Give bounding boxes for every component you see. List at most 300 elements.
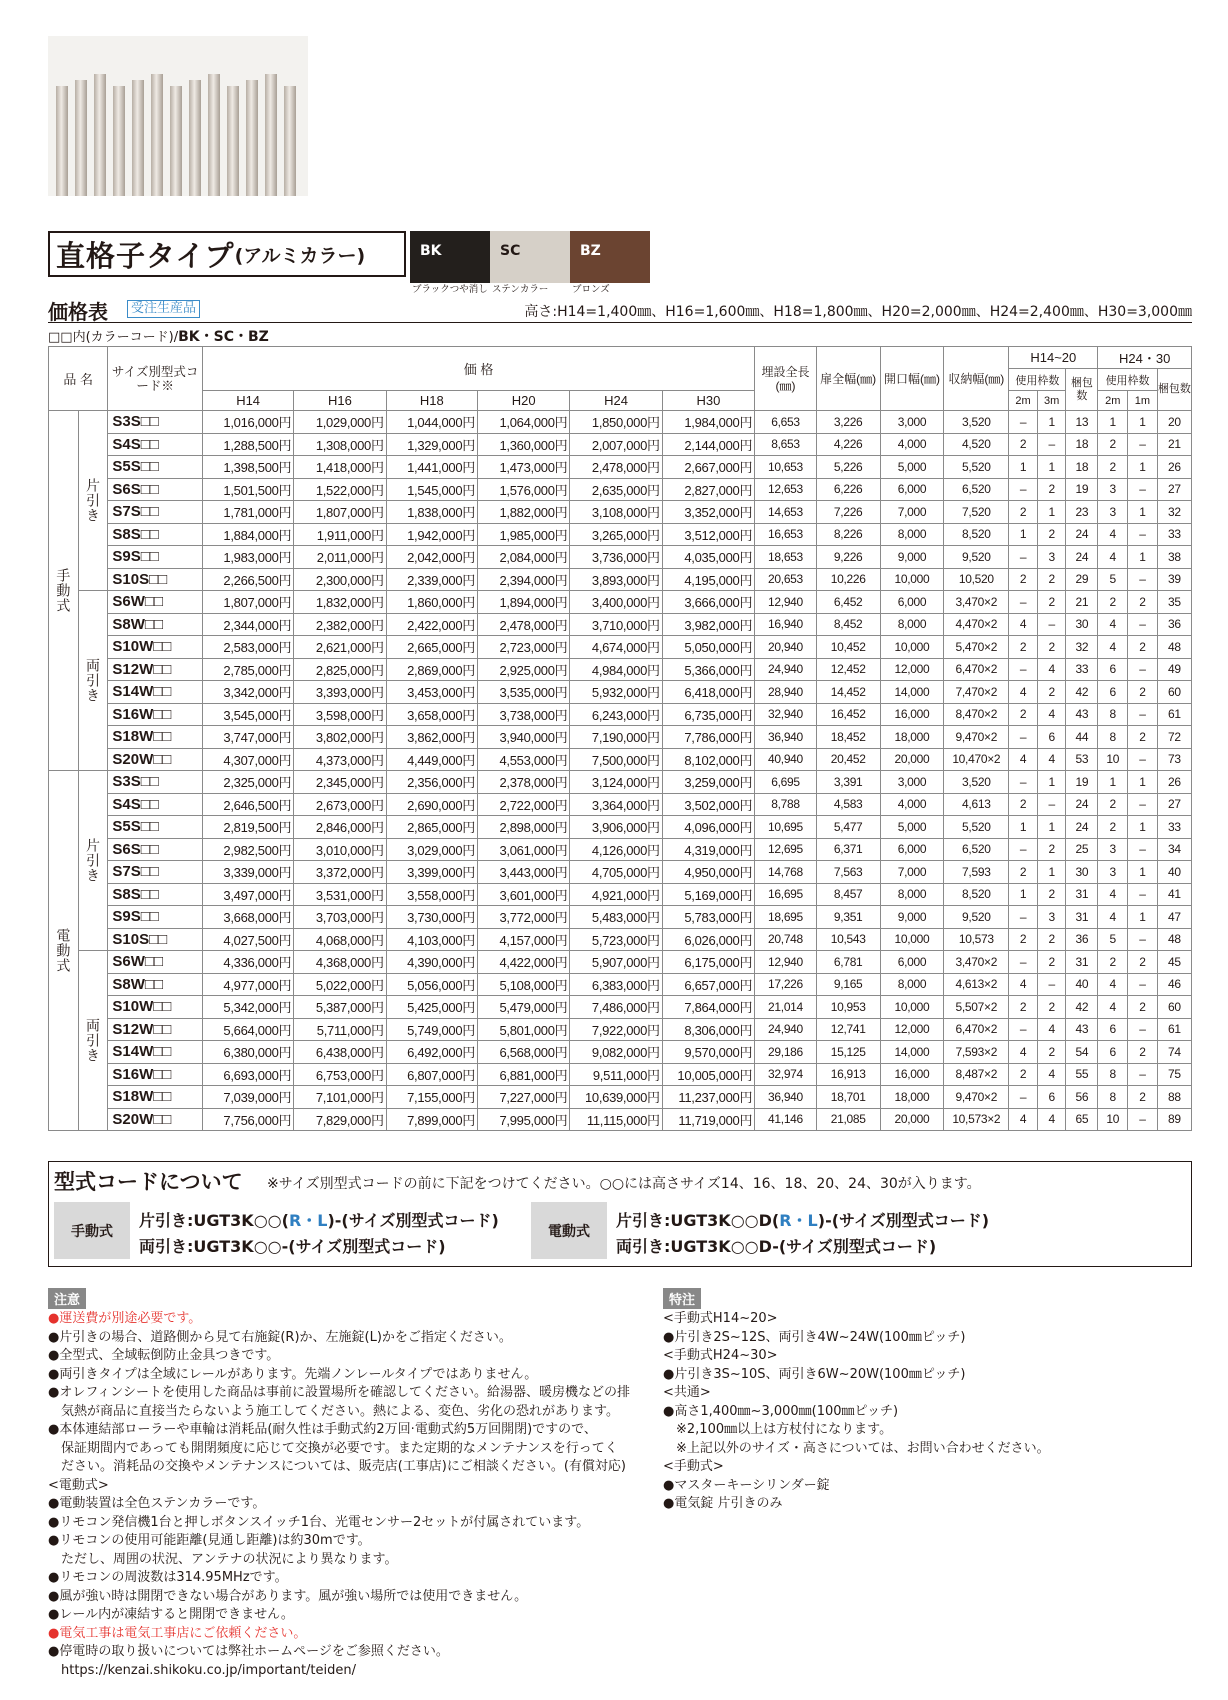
price-cell: 3,893,000円 (570, 568, 662, 591)
spec-cell: 8,226 (816, 523, 880, 546)
spec-cell: 1 (1009, 523, 1038, 546)
page-subtitle: (アルミカラー) (234, 244, 366, 267)
table-row (49, 1108, 1192, 1131)
spec-cell: 3 (1037, 906, 1066, 929)
spec-cell: – (1009, 478, 1038, 501)
price-cell: 3,658,000円 (386, 703, 477, 726)
size-code-cell: S3S□□ (108, 411, 203, 434)
price-cell: 2,422,000円 (386, 613, 477, 636)
subgroup-label: 片引き (78, 771, 108, 951)
spec-cell: 48 (1157, 636, 1191, 659)
spec-cell: 6,000 (880, 478, 944, 501)
size-code-cell: S16W□□ (108, 703, 203, 726)
price-cell: 5,801,000円 (477, 1018, 569, 1041)
spec-cell: 8 (1098, 1086, 1128, 1109)
spec-cell: 2 (1128, 1041, 1158, 1064)
price-cell: 2,344,000円 (202, 613, 293, 636)
spec-cell: 1 (1009, 883, 1038, 906)
price-cell: 2,690,000円 (386, 793, 477, 816)
spec-cell: 3 (1098, 478, 1128, 501)
spec-cell: 5,507×2 (944, 996, 1009, 1019)
spec-cell: 12,653 (755, 478, 817, 501)
spec-cell: 1 (1098, 411, 1128, 434)
spec-cell: 9,470×2 (944, 726, 1009, 749)
spec-cell: 9,000 (880, 906, 944, 929)
price-cell: 6,881,000円 (477, 1063, 569, 1086)
fence-slat-image (75, 80, 87, 196)
table-row (49, 568, 1192, 591)
price-cell: 4,027,500円 (202, 928, 293, 951)
price-cell: 1,576,000円 (477, 478, 569, 501)
price-cell: 2,673,000円 (294, 793, 386, 816)
spec-cell: 4,520 (944, 433, 1009, 456)
header-opening-width: 開口幅(㎜) (880, 347, 944, 411)
spec-cell: 3 (1098, 838, 1128, 861)
spec-cell: 10,452 (816, 636, 880, 659)
spec-cell: 2 (1098, 591, 1128, 614)
spec-cell: 4,000 (880, 433, 944, 456)
spec-cell: 12,000 (880, 658, 944, 681)
spec-cell: 7,593×2 (944, 1041, 1009, 1064)
price-cell: 4,319,000円 (662, 838, 754, 861)
spec-cell: 2 (1009, 793, 1038, 816)
table-row (49, 546, 1192, 569)
header-packages-2: 梱包数 (1157, 369, 1191, 411)
price-cell: 4,307,000円 (202, 748, 293, 771)
spec-cell: 4,613 (944, 793, 1009, 816)
special-item: <共通> (663, 1385, 711, 1400)
spec-cell: 2 (1128, 591, 1158, 614)
spec-cell: 24 (1066, 793, 1098, 816)
price-cell: 2,011,000円 (294, 546, 386, 569)
spec-cell: 3,520 (944, 771, 1009, 794)
spec-cell: 33 (1066, 658, 1098, 681)
price-cell: 7,486,000円 (570, 996, 662, 1019)
price-cell: 6,175,000円 (662, 951, 754, 974)
spec-cell: – (1009, 658, 1038, 681)
spec-cell: 2 (1037, 681, 1066, 704)
price-cell: 7,829,000円 (294, 1108, 386, 1131)
table-row (49, 928, 1192, 951)
spec-cell: 5,226 (816, 456, 880, 479)
spec-cell: 18,695 (755, 906, 817, 929)
electric-single-code: 片引き:UGT3K○○D(R・L)-(サイズ別型式コード) (616, 1211, 990, 1230)
price-cell: 1,983,000円 (202, 546, 293, 569)
spec-cell: 10,573 (944, 928, 1009, 951)
spec-cell: 4,226 (816, 433, 880, 456)
color-code-values: BK・SC・BZ (178, 329, 269, 345)
caution-item: ●オレフィンシートを使用した商品は事前に設置場所を確認してください。給湯器、暖房機などの排 (48, 1385, 630, 1400)
spec-cell: – (1128, 1018, 1158, 1041)
fence-slat-image (94, 74, 106, 196)
spec-cell: 4,583 (816, 793, 880, 816)
price-cell: 1,984,000円 (662, 411, 754, 434)
price-cell: 4,553,000円 (477, 748, 569, 771)
spec-cell: 9,226 (816, 546, 880, 569)
price-cell: 3,738,000円 (477, 703, 569, 726)
special-item: <手動式H24~30> (663, 1348, 778, 1363)
spec-cell: – (1009, 591, 1038, 614)
price-cell: 10,639,000円 (570, 1086, 662, 1109)
price-cell: 3,342,000円 (202, 681, 293, 704)
price-cell: 1,473,000円 (477, 456, 569, 479)
price-cell: 7,039,000円 (202, 1086, 293, 1109)
header-buried-length: 埋設全長(㎜) (755, 347, 817, 411)
price-cell: 3,531,000円 (294, 883, 386, 906)
price-cell: 6,380,000円 (202, 1041, 293, 1064)
size-code-cell: S8W□□ (108, 973, 203, 996)
size-code-cell: S16W□□ (108, 1063, 203, 1086)
spec-cell: 32 (1157, 501, 1191, 524)
caution-item: ●両引きタイプは全域にレールがあります。先端ノンレールタイプではありません。 (48, 1366, 538, 1382)
spec-cell: 36,940 (755, 726, 817, 749)
spec-cell: – (1009, 906, 1038, 929)
spec-cell: 9,520 (944, 906, 1009, 929)
price-cell: 2,865,000円 (386, 816, 477, 839)
price-cell: 1,832,000円 (294, 591, 386, 614)
spec-cell: 32,974 (755, 1063, 817, 1086)
price-cell: 3,906,000円 (570, 816, 662, 839)
price-cell: 2,300,000円 (294, 568, 386, 591)
spec-cell: 2 (1037, 928, 1066, 951)
price-cell: 11,719,000円 (662, 1108, 754, 1131)
spec-cell: 1 (1009, 816, 1038, 839)
price-cell: 3,443,000円 (477, 861, 569, 884)
spec-cell: 8 (1098, 726, 1128, 749)
electric-tag: 電動式 (531, 1202, 607, 1259)
spec-cell: 14,768 (755, 861, 817, 884)
price-cell: 2,869,000円 (386, 658, 477, 681)
price-cell: 1,308,000円 (294, 433, 386, 456)
price-cell: 2,478,000円 (477, 613, 569, 636)
header-h14: H14 (202, 391, 293, 411)
spec-cell: 31 (1066, 883, 1098, 906)
spec-cell: 42 (1066, 681, 1098, 704)
price-cell: 1,894,000円 (477, 591, 569, 614)
spec-cell: 47 (1157, 906, 1191, 929)
spec-cell: 3 (1098, 501, 1128, 524)
table-row (49, 973, 1192, 996)
price-cell: 5,022,000円 (294, 973, 386, 996)
spec-cell: 9,470×2 (944, 1086, 1009, 1109)
header-packages-1: 梱包数 (1066, 369, 1098, 411)
spec-cell: 24,940 (755, 658, 817, 681)
price-cell: 1,911,000円 (294, 523, 386, 546)
spec-cell: 20,653 (755, 568, 817, 591)
spec-cell: 18 (1066, 433, 1098, 456)
special-item: <手動式H14~20> (663, 1311, 778, 1326)
price-cell: 3,029,000円 (386, 838, 477, 861)
spec-cell: 6,781 (816, 951, 880, 974)
price-cell: 11,115,000円 (570, 1108, 662, 1131)
price-cell: 1,044,000円 (386, 411, 477, 434)
header-h24-30: H24・30 (1098, 347, 1192, 369)
price-cell: 2,042,000円 (386, 546, 477, 569)
spec-cell: 18,000 (880, 1086, 944, 1109)
price-cell: 5,342,000円 (202, 996, 293, 1019)
spec-cell: 7,563 (816, 861, 880, 884)
spec-cell: 7,470×2 (944, 681, 1009, 704)
price-cell: 2,325,000円 (202, 771, 293, 794)
special-item: ●片引き2S~12S、両引き4W~24W(100㎜ピッチ) (663, 1329, 966, 1345)
spec-cell: 12,940 (755, 951, 817, 974)
spec-cell: 6 (1098, 1018, 1128, 1041)
spec-cell: 20,748 (755, 928, 817, 951)
price-cell: 1,850,000円 (570, 411, 662, 434)
price-cell: 7,101,000円 (294, 1086, 386, 1109)
price-cell: 3,265,000円 (570, 523, 662, 546)
price-cell: 3,393,000円 (294, 681, 386, 704)
group-label: 手動式 (49, 411, 79, 771)
spec-cell: 6 (1098, 1041, 1128, 1064)
spec-cell: 12,452 (816, 658, 880, 681)
color-name-bz: ブロンズ (572, 284, 610, 295)
spec-cell: – (1009, 1018, 1038, 1041)
price-cell: 5,723,000円 (570, 928, 662, 951)
price-cell: 2,723,000円 (477, 636, 569, 659)
spec-cell: 2 (1098, 793, 1128, 816)
spec-cell: 46 (1157, 973, 1191, 996)
manual-double-code: 両引き:UGT3K○○-(サイズ別型式コード) (139, 1237, 446, 1256)
spec-cell: 2 (1128, 1086, 1158, 1109)
spec-cell: 1 (1037, 456, 1066, 479)
size-code-cell: S9S□□ (108, 906, 203, 929)
color-name-sc: ステンカラー (492, 284, 549, 295)
price-cell: 3,061,000円 (477, 838, 569, 861)
table-row (49, 861, 1192, 884)
price-cell: 3,497,000円 (202, 883, 293, 906)
size-code-cell: S10W□□ (108, 996, 203, 1019)
caution-item: ●風が強い時は開閉できない場合があります。風が強い場所では使用できません。 (48, 1588, 528, 1604)
price-cell: 5,664,000円 (202, 1018, 293, 1041)
spec-cell: 41 (1157, 883, 1191, 906)
size-code-cell: S10W□□ (108, 636, 203, 659)
price-cell: 4,035,000円 (662, 546, 754, 569)
price-cell: 2,667,000円 (662, 456, 754, 479)
size-code-cell: S4S□□ (108, 793, 203, 816)
spec-cell: – (1128, 568, 1158, 591)
spec-cell: 4 (1009, 973, 1038, 996)
header-h14-20: H14~20 (1009, 347, 1098, 369)
price-cell: 1,942,000円 (386, 523, 477, 546)
price-cell: 7,500,000円 (570, 748, 662, 771)
price-cell: 4,126,000円 (570, 838, 662, 861)
spec-cell: 2 (1037, 478, 1066, 501)
spec-cell: 6,520 (944, 478, 1009, 501)
price-cell: 9,511,000円 (570, 1063, 662, 1086)
price-cell: 1,360,000円 (477, 433, 569, 456)
price-cell: 3,598,000円 (294, 703, 386, 726)
caution-item: ただし、周囲の状況、アンテナの状況により異なります。 (48, 1551, 398, 1567)
spec-cell: – (1128, 658, 1158, 681)
size-code-cell: S5S□□ (108, 456, 203, 479)
subgroup-label: 片引き (78, 411, 108, 591)
price-cell: 2,621,000円 (294, 636, 386, 659)
divider (48, 322, 1192, 323)
spec-cell: 6 (1037, 726, 1066, 749)
spec-cell: 5,477 (816, 816, 880, 839)
spec-cell: 4 (1037, 658, 1066, 681)
fence-slat-image (170, 86, 182, 196)
price-cell: 5,425,000円 (386, 996, 477, 1019)
spec-cell: 45 (1157, 951, 1191, 974)
spec-cell: 4 (1037, 1063, 1066, 1086)
spec-cell: 2 (1009, 1063, 1038, 1086)
price-cell: 3,400,000円 (570, 591, 662, 614)
price-cell: 9,082,000円 (570, 1041, 662, 1064)
spec-cell: 2 (1009, 568, 1038, 591)
spec-cell: 7,226 (816, 501, 880, 524)
color-name-bk: ブラックつや消し (412, 284, 488, 295)
price-cell: 1,522,000円 (294, 478, 386, 501)
price-cell: 4,336,000円 (202, 951, 293, 974)
size-code-cell: S10S□□ (108, 568, 203, 591)
spec-cell: 4 (1009, 1041, 1038, 1064)
special-item: ●マスターキーシリンダー錠 (663, 1477, 830, 1493)
price-cell: 6,492,000円 (386, 1041, 477, 1064)
spec-cell: 24 (1066, 816, 1098, 839)
special-heading: 特注 (663, 1288, 701, 1309)
spec-cell: 40 (1066, 973, 1098, 996)
price-cell: 5,483,000円 (570, 906, 662, 929)
spec-cell: 1 (1128, 501, 1158, 524)
special-item: ●片引き3S~10S、両引き6W~20W(100㎜ピッチ) (663, 1366, 966, 1382)
subgroup-label: 両引き (78, 591, 108, 771)
price-cell: 4,674,000円 (570, 636, 662, 659)
spec-cell: – (1009, 771, 1038, 794)
price-cell: 1,882,000円 (477, 501, 569, 524)
price-cell: 3,453,000円 (386, 681, 477, 704)
price-cell: 7,227,000円 (477, 1086, 569, 1109)
spec-cell: 72 (1157, 726, 1191, 749)
spec-cell: 10,000 (880, 928, 944, 951)
price-cell: 2,898,000円 (477, 816, 569, 839)
header-product: 品 名 (49, 347, 108, 411)
spec-cell: 10,695 (755, 816, 817, 839)
price-cell: 3,862,000円 (386, 726, 477, 749)
price-cell: 4,422,000円 (477, 951, 569, 974)
price-cell: 6,807,000円 (386, 1063, 477, 1086)
header-size-code: サイズ別型式コード※ (108, 347, 203, 411)
price-cell: 2,339,000円 (386, 568, 477, 591)
spec-cell: 1 (1128, 906, 1158, 929)
price-cell: 3,730,000円 (386, 906, 477, 929)
caution-item: https://kenzai.shikoku.co.jp/important/teiden/ (48, 1662, 357, 1678)
price-cell: 4,068,000円 (294, 928, 386, 951)
spec-cell: 6,695 (755, 771, 817, 794)
spec-cell: 8,000 (880, 613, 944, 636)
spec-cell: 6,520 (944, 838, 1009, 861)
spec-cell: – (1128, 1108, 1158, 1131)
price-cell: 6,243,000円 (570, 703, 662, 726)
table-row (49, 411, 1192, 434)
table-row (49, 501, 1192, 524)
header-1m: 1m (1128, 391, 1158, 411)
price-cell: 7,864,000円 (662, 996, 754, 1019)
spec-cell: 16,940 (755, 613, 817, 636)
spec-cell: 2 (1009, 703, 1038, 726)
spec-cell: 10 (1098, 1108, 1128, 1131)
spec-cell: 6,452 (816, 591, 880, 614)
price-cell: 6,693,000円 (202, 1063, 293, 1086)
spec-cell: 1 (1037, 771, 1066, 794)
spec-cell: 8,653 (755, 433, 817, 456)
spec-cell: – (1128, 433, 1158, 456)
spec-cell: 5,520 (944, 816, 1009, 839)
spec-cell: 16,695 (755, 883, 817, 906)
spec-cell: 89 (1157, 1108, 1191, 1131)
spec-cell: 60 (1157, 996, 1191, 1019)
spec-cell: 65 (1066, 1108, 1098, 1131)
special-item: ※上記以外のサイズ・高さについては、お問い合わせください。 (663, 1440, 1050, 1456)
price-cell: 4,368,000円 (294, 951, 386, 974)
size-code-cell: S6W□□ (108, 951, 203, 974)
price-cell: 1,807,000円 (294, 501, 386, 524)
price-cell: 9,570,000円 (662, 1041, 754, 1064)
price-cell: 1,064,000円 (477, 411, 569, 434)
spec-cell: 3,391 (816, 771, 880, 794)
price-cell: 7,922,000円 (570, 1018, 662, 1041)
spec-cell: 4 (1098, 636, 1128, 659)
price-cell: 3,710,000円 (570, 613, 662, 636)
subgroup-label: 両引き (78, 951, 108, 1131)
spec-cell: 5,520 (944, 456, 1009, 479)
price-cell: 3,668,000円 (202, 906, 293, 929)
price-cell: 5,479,000円 (477, 996, 569, 1019)
spec-cell: 26 (1157, 771, 1191, 794)
caution-item: 保証期間内であっても開閉頻度に応じて交換が必要です。また定期的なメンテナンスを行ってく (48, 1440, 618, 1456)
spec-cell: 26 (1157, 456, 1191, 479)
header-h18: H18 (386, 391, 477, 411)
size-code-cell: S8W□□ (108, 613, 203, 636)
spec-cell: 10,953 (816, 996, 880, 1019)
price-cell: 1,441,000円 (386, 456, 477, 479)
spec-cell: – (1037, 613, 1066, 636)
spec-cell: 1 (1128, 816, 1158, 839)
spec-cell: 18,000 (880, 726, 944, 749)
caution-item: ●全型式、全域転倒防止金具つきです。 (48, 1348, 280, 1363)
spec-cell: 25 (1066, 838, 1098, 861)
price-cell: 7,190,000円 (570, 726, 662, 749)
price-cell: 10,005,000円 (662, 1063, 754, 1086)
header-2m-a: 2m (1009, 391, 1038, 411)
model-code-note: ※サイズ別型式コードの前に下記をつけてください。○○には高さサイズ14、16、18、20、24、30が入ります。 (267, 1176, 981, 1192)
spec-cell: – (1128, 523, 1158, 546)
spec-cell: 40 (1157, 861, 1191, 884)
price-cell: 6,657,000円 (662, 973, 754, 996)
spec-cell: 88 (1157, 1086, 1191, 1109)
spec-cell: – (1009, 411, 1038, 434)
price-cell: 5,749,000円 (386, 1018, 477, 1041)
spec-cell: 6,226 (816, 478, 880, 501)
price-cell: 6,383,000円 (570, 973, 662, 996)
price-cell: 7,155,000円 (386, 1086, 477, 1109)
spec-cell: 8,452 (816, 613, 880, 636)
spec-cell: 54 (1066, 1041, 1098, 1064)
spec-cell: 10,543 (816, 928, 880, 951)
price-cell: 7,756,000円 (202, 1108, 293, 1131)
spec-cell: 61 (1157, 703, 1191, 726)
spec-cell: 7,593 (944, 861, 1009, 884)
size-code-cell: S8S□□ (108, 883, 203, 906)
size-code-cell: S6S□□ (108, 478, 203, 501)
price-cell: 3,512,000円 (662, 523, 754, 546)
spec-cell: 12,940 (755, 591, 817, 614)
spec-cell: 21,085 (816, 1108, 880, 1131)
spec-cell: 55 (1066, 1063, 1098, 1086)
price-cell: 2,356,000円 (386, 771, 477, 794)
spec-cell: 2 (1037, 523, 1066, 546)
